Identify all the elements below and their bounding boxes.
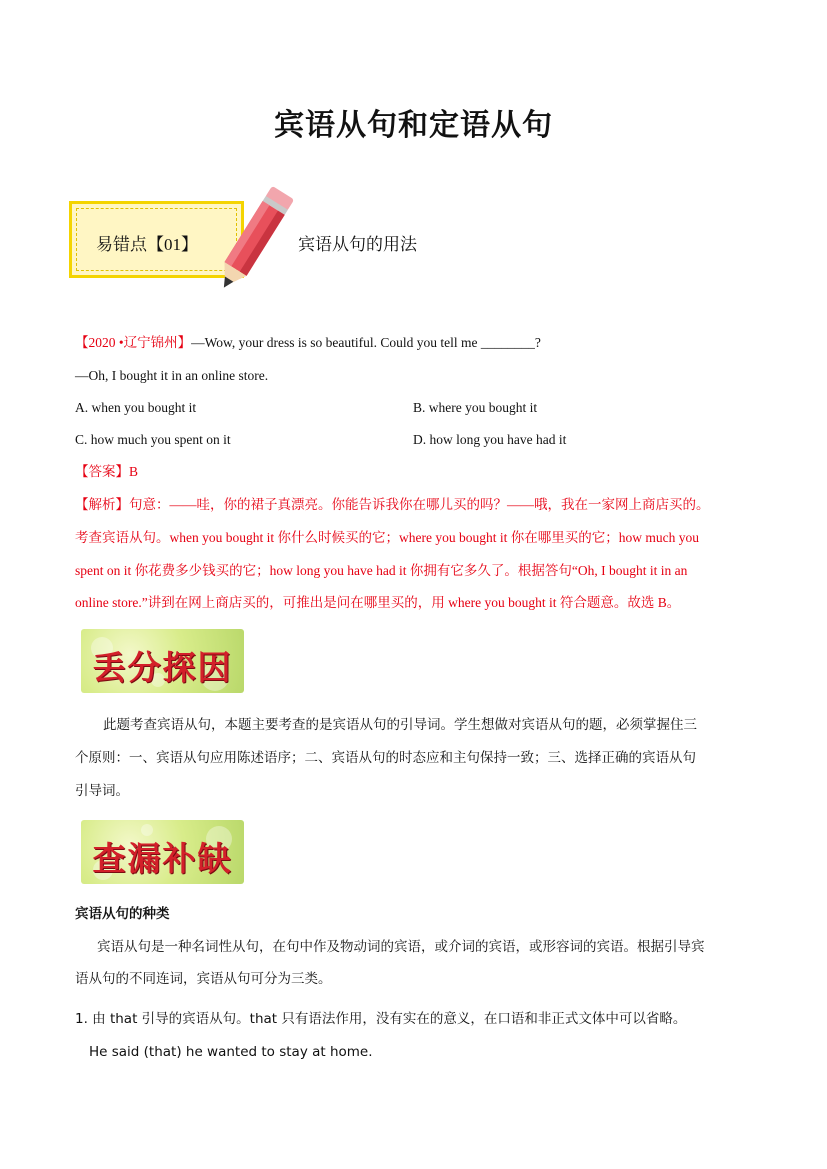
analysis-line: online store.”讲到在网上商店买的，可推出是问在哪里买的，用 where you bought it 符合题意。故选 B。 bbox=[75, 595, 681, 610]
reason-line: 引导词。 bbox=[75, 783, 129, 798]
option-b: B. where you bought it bbox=[413, 400, 538, 415]
option-d: D. how long you have had it bbox=[413, 432, 567, 447]
example-sentence: He said (that) he wanted to stay at home. bbox=[89, 1044, 373, 1060]
section-name: 宾语从句的用法 bbox=[298, 235, 417, 254]
pencil-icon bbox=[212, 182, 294, 300]
page-title: 宾语从句和定语从句 bbox=[274, 108, 553, 143]
stamp-text: 查漏补缺 bbox=[92, 839, 233, 878]
option-a: A. when you bought it bbox=[75, 400, 197, 415]
question-stem: —Wow, your dress is so beautiful. Could you tell me ________? bbox=[191, 335, 541, 350]
intro-line: 语从句的不同连词，宾语从句可分为三类。 bbox=[75, 971, 332, 986]
question-reply: —Oh, I bought it in an online store. bbox=[75, 368, 269, 383]
question-source: 【2020 •辽宁锦州】 bbox=[75, 335, 192, 350]
option-c: C. how much you spent on it bbox=[75, 432, 231, 447]
fill-gaps-stamp bbox=[81, 820, 244, 884]
badge-label: 易错点【01】 bbox=[96, 235, 198, 254]
list-item: 1. 由 that 引导的宾语从句。that 只有语法作用，没有实在的意义，在口语和非正式文体中可以省略。 bbox=[75, 1011, 687, 1027]
intro-line: 宾语从句是一种名词性从句，在句中作及物动词的宾语，或介词的宾语，或形容词的宾语。根据引导宾 bbox=[97, 939, 705, 954]
answer: 【答案】B bbox=[75, 464, 139, 479]
reason-line: 此题考查宾语从句，本题主要考查的是宾语从句的引导词。学生想做对宾语从句的题，必须掌握住三 bbox=[103, 717, 697, 732]
subheading: 宾语从句的种类 bbox=[75, 906, 170, 922]
question-line bbox=[75, 334, 541, 352]
analysis-line: 考查宾语从句。when you bought it 你什么时候买的它；where you bought it 你在哪里买的它；how much you bbox=[75, 530, 699, 545]
analysis-line: spent on it 你花费多少钱买的它；how long you have had it 你拥有它多久了。根据答句“Oh, I bought it in an bbox=[75, 563, 688, 578]
analysis-line: 【解析】句意：——哇，你的裙子真漂亮。你能告诉我你在哪儿买的吗？——哦，我在一家网上商店买的。 bbox=[75, 497, 710, 512]
stamp-text: 丢分探因 bbox=[92, 648, 233, 687]
reason-line: 个原则：一、宾语从句应用陈述语序；二、宾语从句的时态应和主句保持一致；三、选择正确的宾语从句 bbox=[75, 750, 696, 765]
lost-points-stamp bbox=[81, 629, 244, 693]
